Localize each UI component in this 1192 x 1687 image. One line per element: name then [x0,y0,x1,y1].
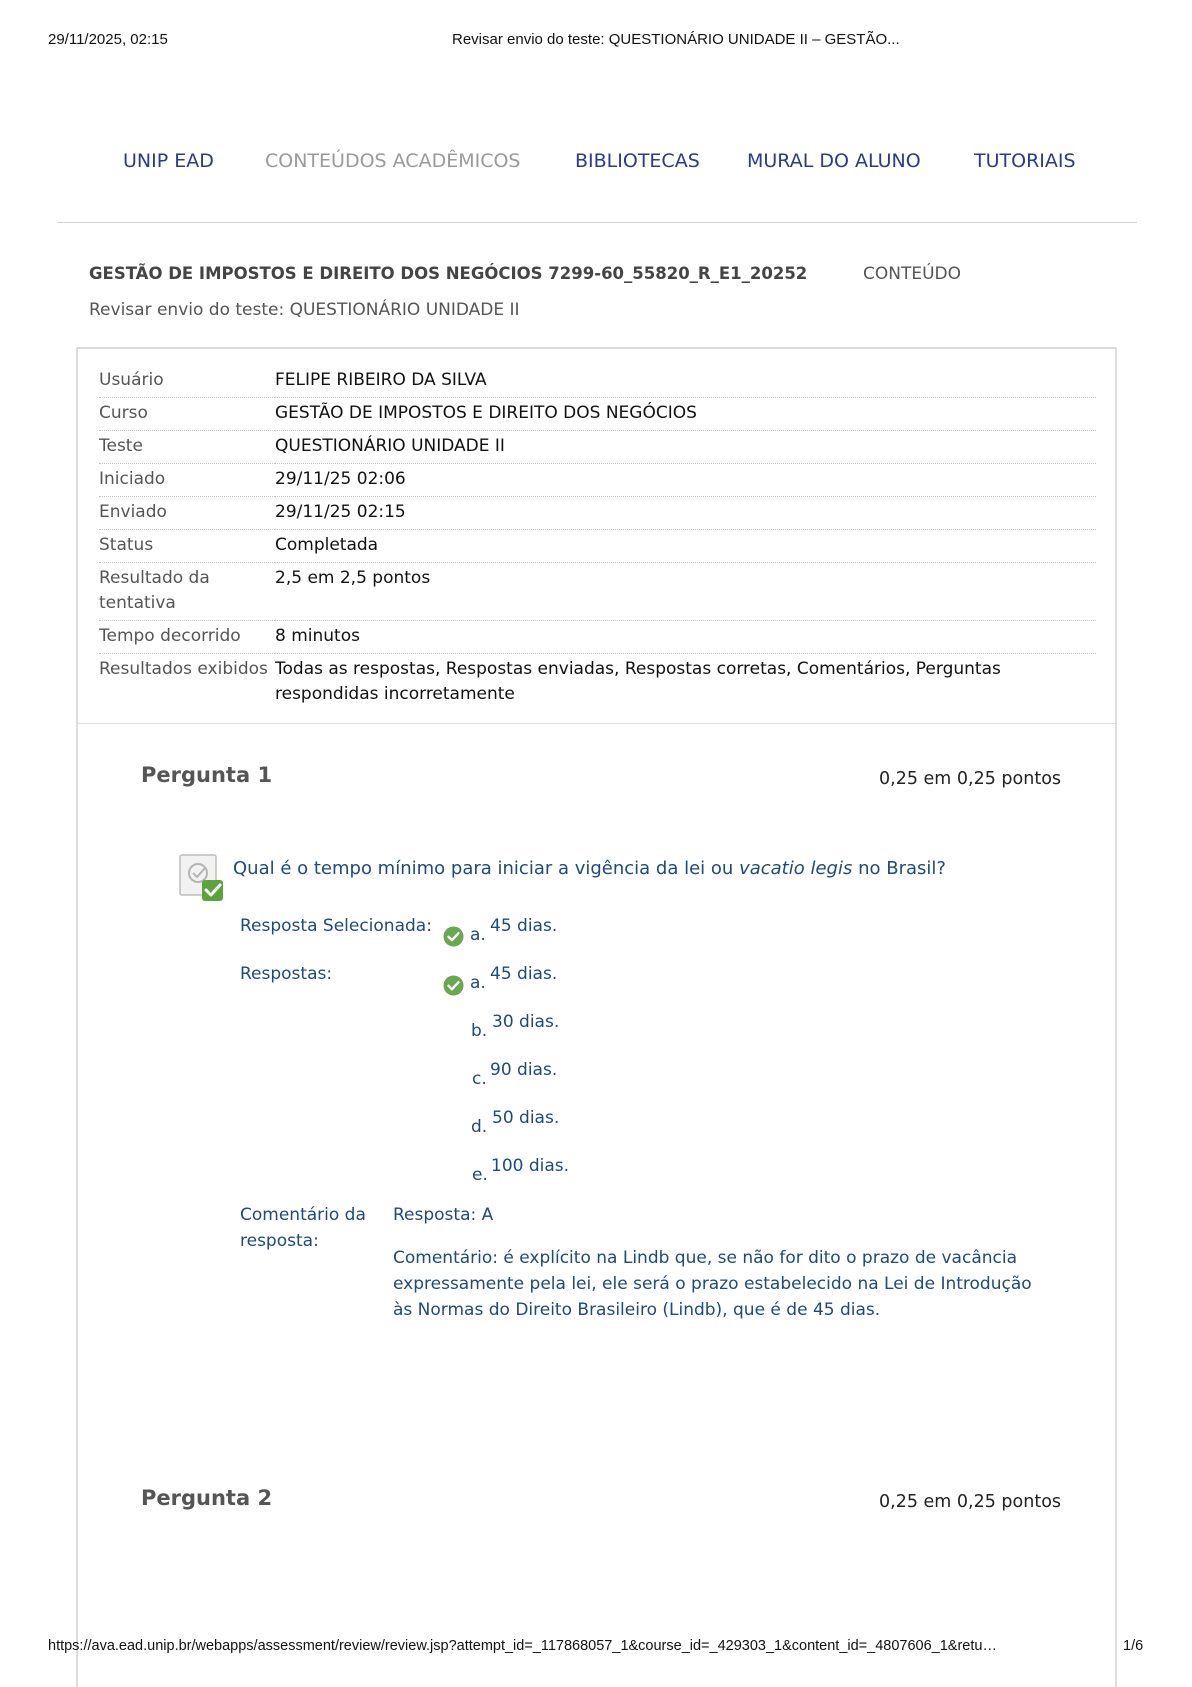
question-1-title: Pergunta 1 [141,763,273,787]
question-1-points: 0,25 em 0,25 pontos [879,769,1062,789]
nav-tutoriais[interactable]: TUTORIAIS [974,150,1076,172]
info-row-tempo [99,621,1096,654]
top-nav [0,150,1192,180]
nav-unip-ead[interactable]: UNIP EAD [123,150,214,172]
answer-option-letter: d. [471,1117,488,1137]
nav-bibliotecas[interactable]: BIBLIOTECAS [575,150,700,172]
info-label: Status [99,530,275,563]
correct-question-icon [178,853,228,903]
question-2-points: 0,25 em 0,25 pontos [879,1492,1062,1512]
info-value: 29/11/25 02:15 [275,497,1096,530]
answer-option-letter: c. [472,1069,487,1089]
info-row-curso [99,398,1096,431]
info-value: GESTÃO DE IMPOSTOS E DIREITO DOS NEGÓCIOS [275,398,1096,431]
answer-option-letter: e. [472,1165,488,1185]
nav-divider [57,222,1137,223]
answer-option-text: 90 dias. [490,1060,558,1080]
answer-option-text: 30 dias. [492,1012,560,1032]
info-row-iniciado [99,464,1096,497]
answer-option-text: 100 dias. [491,1156,570,1176]
attempt-info-table [99,365,1096,711]
info-label: Resultado da tentativa [99,563,275,621]
selected-answer-text: 45 dias. [490,916,558,936]
print-page-title: Revisar envio do teste: QUESTIONÁRIO UNIDADE II – GESTÃO... [452,31,900,48]
info-value: FELIPE RIBEIRO DA SILVA [275,365,1096,398]
answer-option-text: 45 dias. [490,964,558,984]
answer-option-letter: b. [471,1021,488,1041]
correct-check-icon [443,975,464,996]
info-label: Resultados exibidos [99,659,268,679]
print-page-number: 1/6 [1123,1638,1144,1654]
answer-option-letter: a. [470,973,486,993]
nav-mural-do-aluno[interactable]: MURAL DO ALUNO [747,150,921,172]
info-row-resultados-exibidos [99,654,1096,712]
info-row-usuario [99,365,1096,398]
conteudo-link[interactable]: CONTEÚDO [863,264,962,284]
info-label: Curso [99,398,275,431]
page-subtitle: Revisar envio do teste: QUESTIONÁRIO UNIDADE II [89,300,520,320]
print-footer-url: https://ava.ead.unip.br/webapps/assessment/review/review.jsp?attempt_id=_117868057_1&course_id=_429303_1&content_id=_4807606_1&retu… [48,1638,997,1654]
correct-check-icon [443,926,464,947]
info-value: 8 minutos [275,621,1096,654]
info-value: Completada [275,530,1096,563]
info-value: QUESTIONÁRIO UNIDADE II [275,431,1096,464]
course-title-link[interactable]: GESTÃO DE IMPOSTOS E DIREITO DOS NEGÓCIOS 7299-60_55820_R_E1_20252 [89,264,808,283]
nav-conteudos-academicos[interactable]: CONTEÚDOS ACADÊMICOS [265,150,521,172]
info-label: Usuário [99,365,275,398]
info-label: Teste [99,431,275,464]
info-value: Todas as respostas, Respostas enviadas, Respostas corretas, Comentários, Perguntas respondidas incorretamente [275,659,1001,704]
info-label: Enviado [99,497,275,530]
info-label: Tempo decorrido [99,621,275,654]
info-row-resultado [99,563,1096,621]
info-row-enviado [99,497,1096,530]
feedback-comment: Comentário: é explícito na Lindb que, se não for dito o prazo de vacância expressamente pela lei, ele será o prazo estabelecido na Lei de Introdução às Normas do Direito Brasileiro (Lindb), que é de 45 dias. [393,1248,1032,1320]
info-row-teste [99,431,1096,464]
answer-option-text: 50 dias. [492,1108,560,1128]
info-label: Iniciado [99,464,275,497]
selected-answer-letter: a. [470,925,486,945]
info-row-status [99,530,1096,563]
feedback-label: Comentário da resposta: [240,1205,366,1251]
info-value: 2,5 em 2,5 pontos [275,563,1096,621]
answers-label: Respostas: [240,964,333,984]
print-datetime: 29/11/2025, 02:15 [48,31,168,48]
question-1-text: Qual é o tempo mínimo para iniciar a vigência da lei ou vacatio legis no Brasil? [233,858,946,879]
info-value: 29/11/25 02:06 [275,464,1096,497]
feedback-answer: Resposta: A [393,1205,494,1225]
selected-answer-label: Resposta Selecionada: [240,916,432,936]
question-2-title: Pergunta 2 [141,1486,273,1510]
